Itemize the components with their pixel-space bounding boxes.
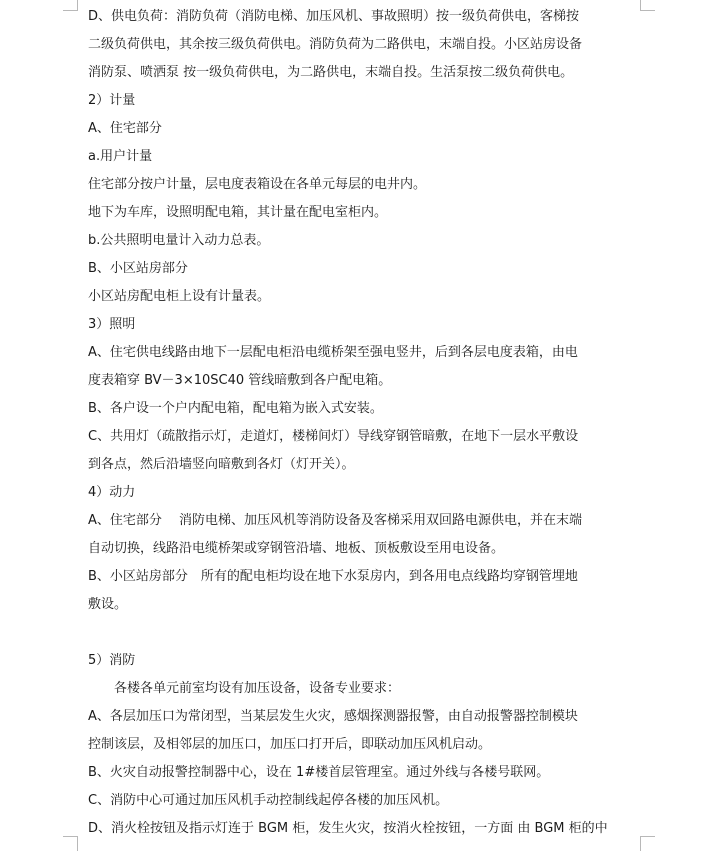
blank-line bbox=[88, 619, 636, 647]
text-line: 二级负荷供电，其余按三级负荷供电。消防负荷为二路供电，末端自投。小区站房设备 bbox=[88, 37, 583, 52]
text-line: B、小区站房部分 bbox=[88, 261, 188, 276]
text-line: b.公共照明电量计入动力总表。 bbox=[88, 233, 270, 248]
text-line: A、住宅部分 消防电梯、加压风机等消防设备及客梯采用双回路电源供电，并在末端 bbox=[88, 513, 583, 528]
text-line: D、消火栓按钮及指示灯连于 BGM 柜，发生火灾，按消火栓按钮，一方面 由 BGM 柜的中 bbox=[88, 821, 608, 836]
margin-corner-mark bbox=[640, 836, 655, 851]
text-line: a.用户计量 bbox=[88, 149, 153, 164]
text-line: 敷设。 bbox=[88, 597, 128, 612]
text-line: 4）动力 bbox=[88, 485, 136, 500]
text-line: 2）计量 bbox=[88, 93, 136, 108]
text-line: B、各户设一个户内配电箱，配电箱为嵌入式安装。 bbox=[88, 401, 383, 416]
document-body[interactable] bbox=[88, 3, 636, 843]
text-line: B、火灾自动报警控制器中心，设在 1#楼首层管理室。通过外线与各楼号联网。 bbox=[88, 765, 550, 780]
margin-corner-mark bbox=[63, 836, 78, 851]
margin-corner-mark bbox=[63, 0, 78, 11]
text-line: B、小区站房部分 所有的配电柜均设在地下水泵房内，到各用电点线路均穿钢管埋地 bbox=[88, 569, 578, 584]
text-line: 消防泵、喷洒泵 按一级负荷供电，为二路供电，末端自投。生活泵按二级负荷供电。 bbox=[88, 65, 574, 80]
text-line: C、消防中心可通过加压风机手动控制线起停各楼的加压风机。 bbox=[88, 793, 449, 808]
text-line: A、住宅供电线路由地下一层配电柜沿电缆桥架至强电竖井，后到各层电度表箱，由电 bbox=[88, 345, 578, 360]
text-line: 各楼各单元前室均设有加压设备，设备专业要求： bbox=[114, 681, 401, 696]
text-line: 地下为车库，设照明配电箱，其计量在配电室柜内。 bbox=[88, 205, 388, 220]
text-line: A、各层加压口为常闭型，当某层发生火灾，感烟探测器报警，由自动报警器控制模块 bbox=[88, 709, 578, 724]
text-line: 住宅部分按户计量，层电度表箱设在各单元每层的电井内。 bbox=[88, 177, 427, 192]
text-line: A、住宅部分 bbox=[88, 121, 162, 136]
text-line: 控制该层，及相邻层的加压口，加压口打开后，即联动加压风机启动。 bbox=[88, 737, 492, 752]
text-line: 到各点，然后沿墙竖向暗敷到各灯（灯开关）。 bbox=[88, 457, 355, 472]
text-line: 自动切换，线路沿电缆桥架或穿钢管沿墙、地板、顶板敷设至用电设备。 bbox=[88, 541, 505, 556]
text-line: 度表箱穿 BV－3×10SC40 管线暗敷到各户配电箱。 bbox=[88, 373, 392, 388]
text-line: C、共用灯（疏散指示灯，走道灯，楼梯间灯）导线穿钢管暗敷，在地下一层水平敷设 bbox=[88, 429, 579, 444]
margin-corner-mark bbox=[640, 0, 655, 11]
text-line: 3）照明 bbox=[88, 317, 136, 332]
text-line: 5）消防 bbox=[88, 653, 136, 668]
text-line: 小区站房配电柜上设有计量表。 bbox=[88, 289, 271, 304]
text-line: D、供电负荷：消防负荷（消防电梯、加压风机、事故照明）按一级负荷供电，客梯按 bbox=[88, 9, 580, 24]
